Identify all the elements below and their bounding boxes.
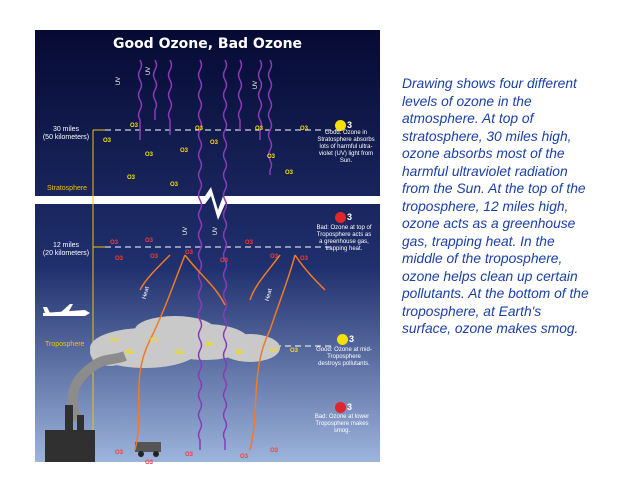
- ozone-molecule: O3: [125, 350, 134, 356]
- uv-label: UV: [183, 226, 190, 236]
- ozone-molecule: O3: [103, 138, 112, 144]
- ozone-molecule: O3: [145, 460, 154, 466]
- uv-label: UV: [213, 226, 220, 236]
- heat-label: Heat: [264, 288, 274, 302]
- note-troposphere-top-bad: Bad: Ozone at top of Troposphere acts as a greenhouse gas, trapping heat.: [316, 225, 372, 252]
- ozone-molecule: O3: [110, 240, 119, 246]
- face-number: 3: [347, 120, 353, 130]
- good-face-icon: [337, 334, 348, 345]
- ozone-diagram: [35, 30, 380, 466]
- ozone-molecule: O3: [185, 452, 194, 458]
- bad-face-icon: [335, 212, 346, 223]
- altitude-30-miles: [37, 126, 95, 142]
- ozone-molecule: O3: [270, 448, 279, 454]
- heat-label: Heat: [141, 286, 151, 300]
- ozone-molecule: O3: [115, 256, 124, 262]
- ozone-molecule: O3: [255, 126, 264, 132]
- uv-label: UV: [253, 80, 260, 90]
- altitude-30-miles-km: (50 kilometers): [42, 134, 90, 141]
- ozone-molecule: O3: [145, 238, 154, 244]
- ozone-molecule: O3: [145, 152, 154, 158]
- ozone-molecule: O3: [285, 170, 294, 176]
- ozone-molecule: O3: [170, 182, 179, 188]
- ozone-molecule: O3: [130, 123, 139, 129]
- bad-face-icon: [335, 402, 346, 413]
- ozone-molecule: O3: [150, 338, 159, 344]
- ozone-molecule: O3: [150, 254, 159, 260]
- ozone-molecule: O3: [270, 254, 279, 260]
- face-number: 3: [347, 212, 353, 222]
- ozone-molecule: O3: [210, 140, 219, 146]
- ozone-molecule: O3: [115, 450, 124, 456]
- uv-label: UV: [146, 66, 153, 76]
- uv-label: UV: [116, 76, 123, 86]
- diagram-title: Good Ozone, Bad Ozone: [112, 36, 303, 52]
- ozone-molecule: O3: [127, 175, 136, 181]
- face-number: 3: [349, 334, 355, 344]
- ozone-molecule: O3: [205, 342, 214, 348]
- description-text: Drawing shows four different levels of ozone in the atmosphere. At top of stratosphere, 30 miles high, ozone absorbs most of the harmful ultraviolet radiation from the Sun. At the top of the troposphere, 12 miles high, ozone acts as a greenhouse gas, trapping heat. In the middle of the troposphere, ozone helps clean up certain pollutants. At the bottom of the troposphere, at Earth's surface, ozone makes smog.: [402, 76, 589, 336]
- altitude-30-miles-value: 30 miles: [52, 126, 80, 133]
- ozone-molecule: O3: [110, 338, 119, 344]
- ozone-molecule: O3: [270, 348, 279, 354]
- stratosphere-label: Stratosphere: [47, 185, 88, 192]
- altitude-12-miles-km: (20 kilometers): [42, 250, 90, 257]
- ozone-molecule: O3: [235, 350, 244, 356]
- ozone-molecule: O3: [195, 126, 204, 132]
- note-troposphere-mid-good: Good: Ozone at mid-Troposphere destroys pollutants.: [316, 347, 372, 367]
- ozone-molecule: O3: [175, 350, 184, 356]
- note-troposphere-low-bad: Bad: Ozone at lower Troposphere makes smog.: [314, 414, 370, 434]
- ozone-molecule: O3: [290, 348, 299, 354]
- face-number: 3: [347, 402, 353, 412]
- ozone-molecule: O3: [245, 240, 254, 246]
- ozone-molecule: O3: [267, 154, 276, 160]
- altitude-12-miles-value: 12 miles: [52, 242, 80, 249]
- ozone-molecule: O3: [300, 126, 309, 132]
- ozone-molecule: O3: [300, 256, 309, 262]
- ozone-molecule: O3: [180, 148, 189, 154]
- ozone-molecule: O3: [220, 258, 229, 264]
- troposphere-label: Troposphere: [45, 341, 85, 348]
- altitude-12-miles: [37, 242, 95, 258]
- note-stratosphere-good: Good: Ozone in Stratosphere absorbs lots of harmful ultra-violet (UV) light from Sun.: [317, 130, 375, 164]
- ozone-molecule: O3: [185, 250, 194, 256]
- ozone-molecule: O3: [240, 454, 249, 460]
